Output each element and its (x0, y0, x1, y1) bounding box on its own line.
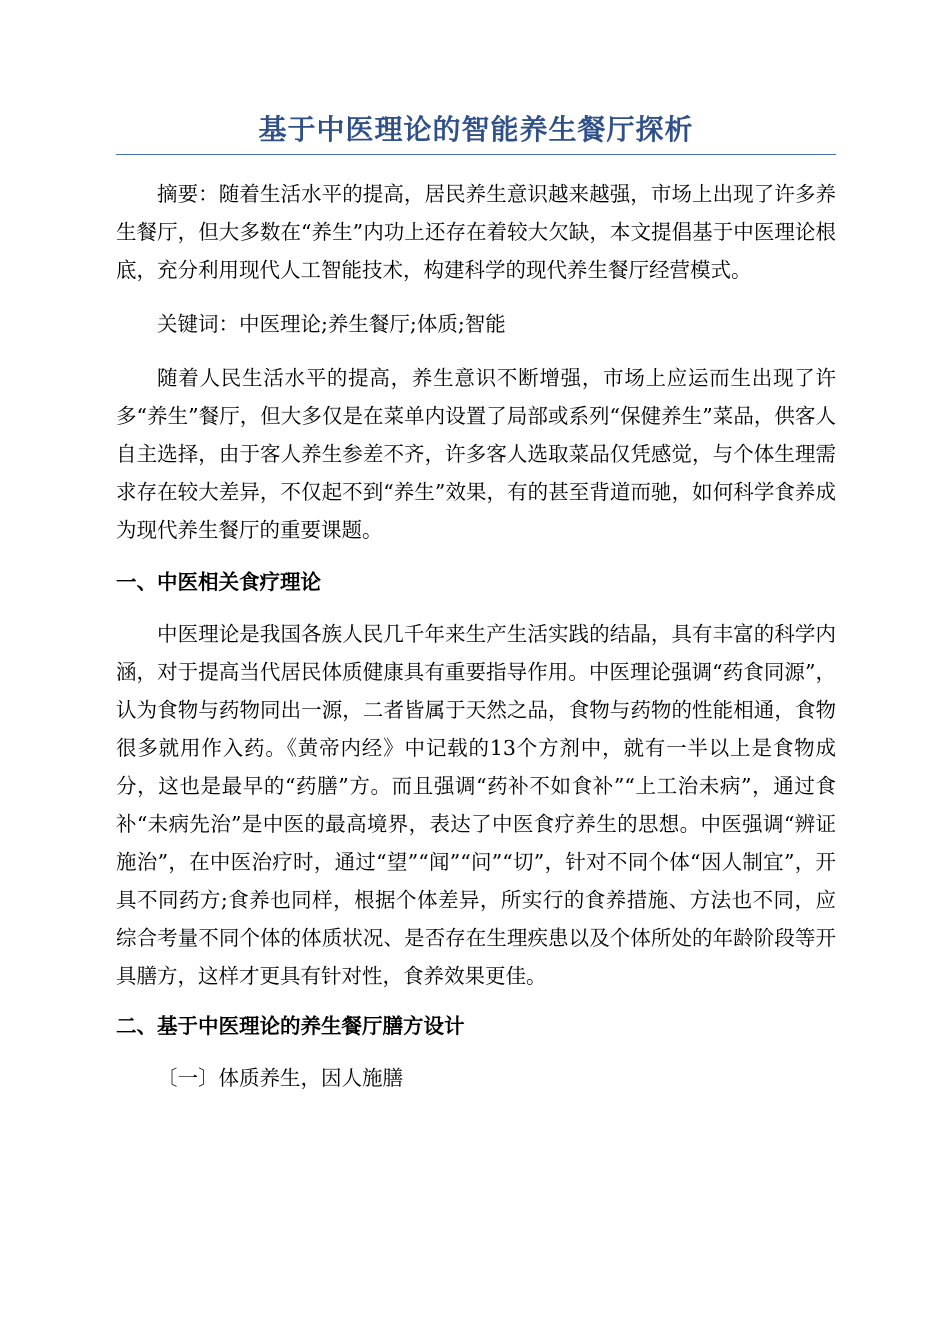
document-title: 基于中医理论的智能养生餐厅探析 (116, 110, 836, 155)
abstract-paragraph: 摘要：随着生活水平的提高，居民养生意识越来越强，市场上出现了许多养生餐厅，但大多数在“养生”内功上还存在着较大欠缺，本文提倡基于中医理论根底，充分利用现代人工智能技术，构建科学的现代养生餐厅经营模式。 (116, 182, 836, 282)
keywords-paragraph: 关键词：中医理论;养生餐厅;体质;智能 (157, 312, 506, 336)
section-heading-1: 一、中医相关食疗理论 (116, 570, 321, 594)
subsection-heading-1: 〔一〕体质养生，因人施膳 (157, 1066, 403, 1090)
section-1-paragraph: 中医理论是我国各族人民几千年来生产生活实践的结晶，具有丰富的科学内涵，对于提高当代居民体质健康具有重要指导作用。中医理论强调“药食同源”，认为食物与药物同出一源，二者皆属于天然之品，食物与药物的性能相通，食物很多就用作入药。《黄帝内经》中记载的13个方剂中，就有一半以上是食物成分，这也是最早的“药膳”方。而且强调“药补不如食补”“上工治未病”，通过食补“未病先治”是中医的最高境界，表达了中医食疗养生的思想。中医强调“辨证施治”，在中医治疗时，通过“望”“闻”“问”“切”，针对不同个体“因人制宜”，开具不同药方;食养也同样，根据个体差异，所实行的食养措施、方法也不同，应综合考量不同个体的体质状况、是否存在生理疾患以及个体所处的年龄阶段等开具膳方，这样才更具有针对性，食养效果更佳。 (116, 622, 836, 988)
document-page (116, 110, 836, 1097)
intro-paragraph: 随着人民生活水平的提高，养生意识不断增强，市场上应运而生出现了许多“养生”餐厅，但大多仅是在菜单内设置了局部或系列“保健养生”菜品，供客人自主选择，由于客人养生参差不齐，许多客人选取菜品仅凭感觉，与个体生理需求存在较大差异，不仅起不到“养生”效果，有的甚至背道而驰，如何科学食养成为现代养生餐厅的重要课题。 (116, 366, 836, 542)
section-heading-2: 二、基于中医理论的养生餐厅膳方设计 (116, 1014, 465, 1038)
